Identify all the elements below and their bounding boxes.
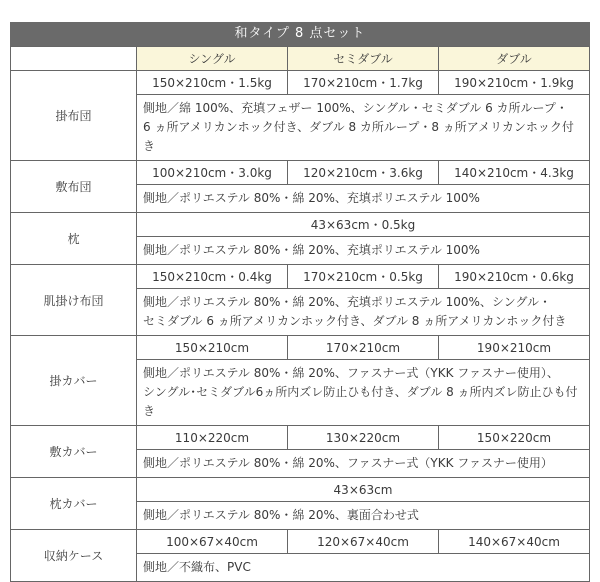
material-line: 側地／ポリエステル 80%・綿 20%、充填ポリエステル 100% — [143, 191, 480, 205]
size-cell-semi-double: 120×67×40cm — [288, 530, 439, 554]
size-cell-single: 110×220cm — [137, 426, 288, 450]
item-label: 枕カバー — [11, 478, 137, 530]
item-label: 肌掛け布団 — [11, 265, 137, 336]
item-label: 枕 — [11, 213, 137, 265]
size-cell-single: 100×210cm・3.0kg — [137, 161, 288, 185]
size-row — [11, 336, 590, 360]
item-label: 敷カバー — [11, 426, 137, 478]
table-title: 和タイプ 8 点セット — [10, 22, 590, 46]
size-row — [11, 530, 590, 554]
size-cell-semi-double: 170×210cm・0.5kg — [288, 265, 439, 289]
material-cell — [137, 289, 590, 336]
size-row — [11, 161, 590, 185]
item-label: 掛カバー — [11, 336, 137, 426]
size-cell-semi-double: 170×210cm・1.7kg — [288, 71, 439, 95]
size-cell-all: 43×63cm・0.5kg — [137, 213, 590, 237]
material-cell — [137, 502, 590, 530]
material-line: 6 ヵ所アメリカンホック付き、ダブル 8 カ所ループ・8 ヵ所アメリカンホック付き — [143, 120, 574, 153]
size-cell-double: 140×210cm・4.3kg — [439, 161, 590, 185]
material-line: 側地／ポリエステル 80%・綿 20%、充填ポリエステル 100% — [143, 243, 480, 257]
size-cell-double: 140×67×40cm — [439, 530, 590, 554]
size-cell-single: 150×210cm・1.5kg — [137, 71, 288, 95]
size-cell-all: 43×63cm — [137, 478, 590, 502]
material-cell — [137, 185, 590, 213]
column-header-double: ダブル — [439, 47, 590, 71]
size-cell-double: 190×210cm・0.6kg — [439, 265, 590, 289]
material-line: 側地／ポリエステル 80%・綿 20%、ファスナー式（YKK ファスナー使用）、 — [143, 366, 559, 380]
size-cell-single: 100×67×40cm — [137, 530, 288, 554]
material-line: 側地／ポリエステル 80%・綿 20%、ファスナー式（YKK ファスナー使用） — [143, 456, 553, 470]
size-row — [11, 265, 590, 289]
item-label: 収納ケース — [11, 530, 137, 582]
size-row — [11, 213, 590, 237]
size-cell-double: 190×210cm・1.9kg — [439, 71, 590, 95]
material-cell — [137, 360, 590, 426]
material-cell — [137, 450, 590, 478]
size-cell-single: 150×210cm・0.4kg — [137, 265, 288, 289]
material-line: シングル･セミダブル6ヵ所内ズレ防止ひも付き、ダブル 8 ヵ所内ズレ防止ひも付き — [143, 385, 578, 418]
header-blank-cell — [11, 47, 137, 71]
material-line: 側地／ポリエステル 80%・綿 20%、充填ポリエステル 100%、シングル・ — [143, 295, 552, 309]
header-row — [11, 47, 590, 71]
size-cell-single: 150×210cm — [137, 336, 288, 360]
size-cell-semi-double: 120×210cm・3.6kg — [288, 161, 439, 185]
size-cell-semi-double: 130×220cm — [288, 426, 439, 450]
material-cell — [137, 554, 590, 582]
material-cell — [137, 95, 590, 161]
item-label: 敷布団 — [11, 161, 137, 213]
material-line: 側地／綿 100%、充填フェザー 100%、シングル・セミダブル 6 カ所ループ・ — [143, 101, 568, 115]
material-line: 側地／ポリエステル 80%・綿 20%、裏面合わせ式 — [143, 508, 419, 522]
item-label: 掛布団 — [11, 71, 137, 161]
size-cell-double: 150×220cm — [439, 426, 590, 450]
spec-sheet — [10, 22, 590, 582]
size-row — [11, 71, 590, 95]
size-cell-double: 190×210cm — [439, 336, 590, 360]
size-row — [11, 426, 590, 450]
size-cell-semi-double: 170×210cm — [288, 336, 439, 360]
material-line: セミダブル 6 ヵ所アメリカンホック付き、ダブル 8 ヵ所アメリカンホック付き — [143, 314, 567, 328]
column-header-single: シングル — [137, 47, 288, 71]
material-cell — [137, 237, 590, 265]
spec-table — [10, 46, 590, 582]
size-row — [11, 478, 590, 502]
material-line: 側地／不織布、PVC — [143, 560, 251, 574]
column-header-semi-double: セミダブル — [288, 47, 439, 71]
